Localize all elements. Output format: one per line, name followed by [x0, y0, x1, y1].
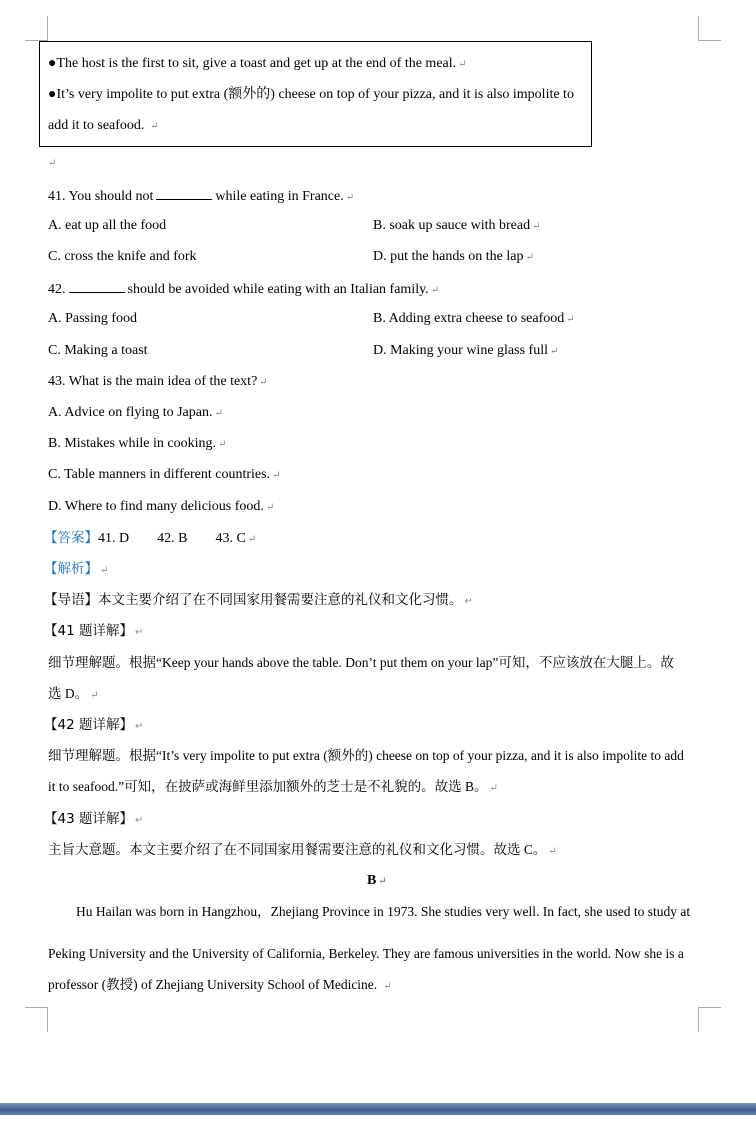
option-42-b: B. Adding extra cheese to seafood ↵	[373, 311, 575, 326]
guide-text: 【导语】本文主要介绍了在不同国家用餐需要注意的礼仪和文化习惯。 ↵	[44, 592, 473, 608]
option-43-c: C. Table manners in different countries. ↵	[48, 467, 281, 482]
option-43-d: D. Where to find many delicious food. ↵	[48, 499, 275, 514]
analysis-label: 【解析】 ↵	[44, 561, 109, 577]
answer-values: 41. D 42. B 43. C	[98, 531, 246, 546]
passage-b-line-1: Hu Hailan was born in Hangzhou，Zhejiang Province in 1973. She studies very well. In fact, she used to study at	[76, 904, 691, 919]
passage-b-line-2: Peking University and the University of California, Berkeley. They are famous universities in the world. Now she is a	[48, 946, 684, 961]
passage-b-line-3: professor (教授) of Zhejiang University School of Medicine. ↵	[48, 977, 392, 992]
window-bottom-margin	[0, 1115, 756, 1136]
option-42-c: C. Making a toast	[48, 343, 148, 358]
detail-41-line-2: 选 D。 ↵	[48, 686, 99, 701]
option-41-d: D. put the hands on the lap ↵	[373, 249, 534, 264]
rule-line-1: ●The host is the first to sit, give a toast and get up at the end of the meal. ↵	[48, 56, 467, 71]
answer-blank	[69, 280, 125, 293]
option-41-a: A. eat up all the food	[48, 218, 167, 233]
answer-label: 【答案】	[44, 530, 98, 546]
detail-41-heading: 【41 题详解】 ↵	[44, 623, 144, 639]
detail-41-line-1: 细节理解题。根据“Keep your hands above the table. Don’t put them on your lap”可知，不应该放在大腿上。故	[48, 655, 674, 670]
detail-42-line-1: 细节理解题。根据“It’s very impolite to put extra (额外的) cheese on top of your pizza, and it is also impolite to add	[48, 748, 684, 763]
rule-line-2: ●It’s very impolite to put extra (额外的) cheese on top of your pizza, and it is also impolite to	[48, 87, 574, 102]
detail-43-heading: 【43 题详解】 ↵	[44, 811, 144, 827]
question-42-stem: 42. should be avoided while eating with an Italian family. ↵	[48, 282, 440, 297]
option-41-c: C. cross the knife and fork	[48, 249, 197, 264]
question-41-stem: 41. You should not while eating in France. ↵	[48, 189, 355, 204]
rule-line-3: add it to seafood. ↵	[48, 118, 159, 133]
corner-mark-top-right	[698, 16, 721, 41]
detail-42-heading: 【42 题详解】 ↵	[44, 717, 144, 733]
corner-mark-top-left	[25, 16, 48, 41]
answer-line: 【答案】41. D 42. B 43. C ↵	[44, 530, 257, 546]
window-bottom-bar	[0, 1103, 756, 1115]
option-41-b: B. soak up sauce with bread ↵	[373, 218, 541, 233]
detail-42-line-2: it to seafood.”可知，在披萨或海鲜里添加额外的芝士是不礼貌的。故选 B。 ↵	[48, 779, 498, 794]
corner-mark-bottom-left	[25, 1007, 48, 1032]
option-43-a: A. Advice on flying to Japan. ↵	[48, 405, 223, 420]
empty-paragraph: ↵	[48, 158, 57, 169]
question-43-stem: 43. What is the main idea of the text? ↵	[48, 374, 268, 389]
corner-mark-bottom-right	[698, 1007, 721, 1032]
answer-blank	[156, 187, 212, 200]
option-43-b: B. Mistakes while in cooking. ↵	[48, 436, 227, 451]
option-42-d: D. Making your wine glass full ↵	[373, 343, 559, 358]
passage-b-heading: B ↵	[367, 873, 387, 888]
option-42-a: A. Passing food	[48, 311, 138, 326]
detail-43-text: 主旨大意题。本文主要介绍了在不同国家用餐需要注意的礼仪和文化习惯。故选 C。 ↵	[48, 842, 557, 857]
